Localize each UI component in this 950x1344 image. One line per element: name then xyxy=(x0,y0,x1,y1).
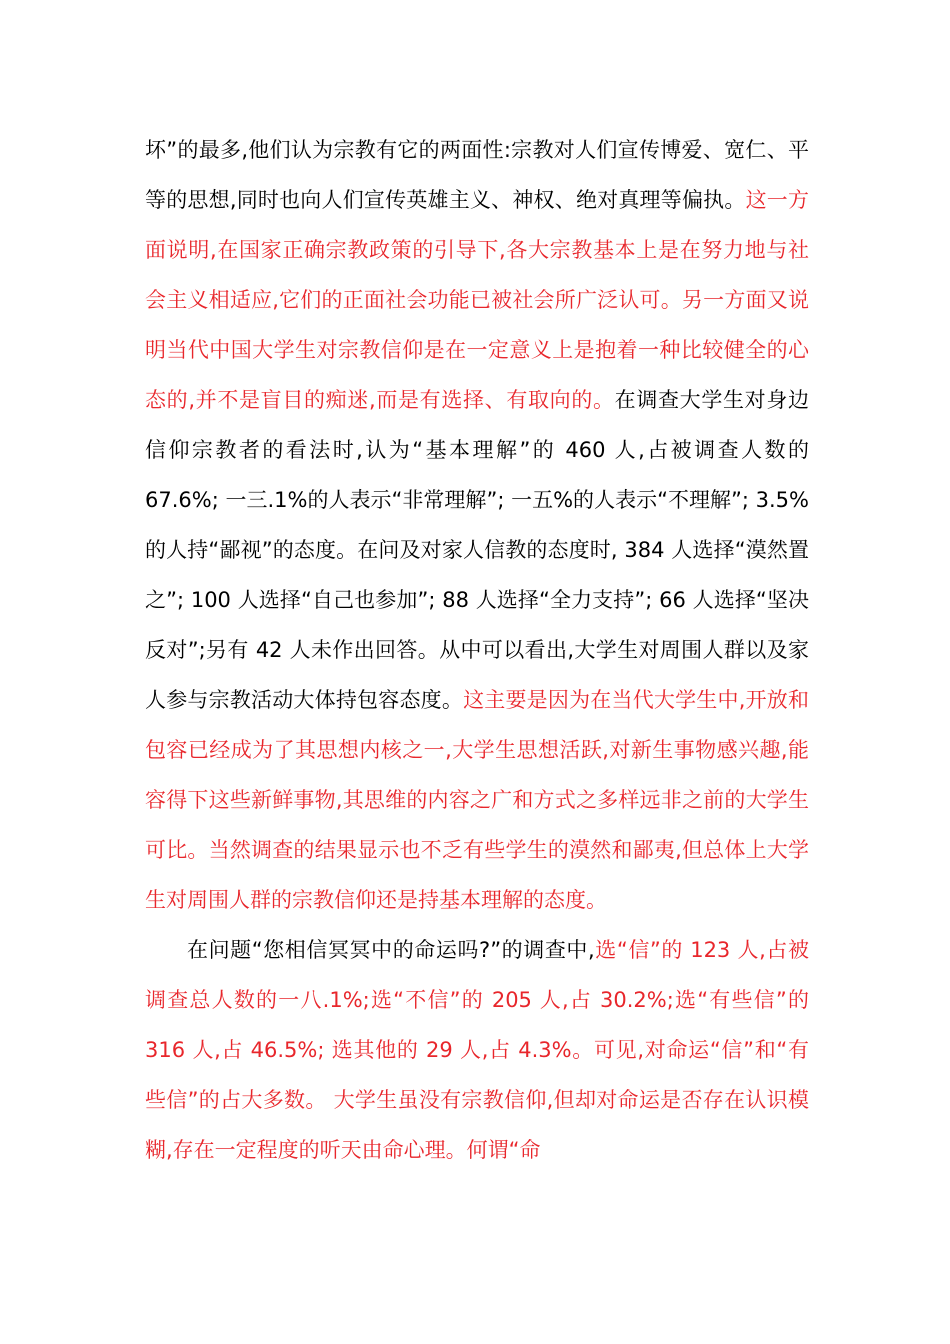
p1-sentence-4: 这主要是因为在当代大学生中,开放和包容已经成为了其思想内核之一,大学生思想活跃,对新生事物感兴趣,能容得下这些新鲜事物,其思维的内容之广和方式之多样远非之前的大学生可比。当然调查的结果显示也不乏有些学生的漠然和鄙夷,但总体上大学生对周围人群的宗教信仰还是持基本理解的态度。 xyxy=(145,688,809,912)
body-text xyxy=(145,125,809,1175)
p2-sentence-2: 选“信”的 123 人,占被调查总人数的一八.1%;选“不信”的 205 人,占 30.2%;选“有些信”的 316 人,占 46.5%; 选其他的 29 人,占 4.3%。可见,对命运“信”和“有些信”的占大多数。 大学生虽没有宗教信仰,但却对命运是否存在认识模糊,存在一定程度的听天由命心理。何谓“命 xyxy=(145,938,809,1162)
paragraph-2 xyxy=(145,925,809,1175)
paragraph-1 xyxy=(145,125,809,925)
p1-sentence-2: 这一方面说明,在国家正确宗教政策的引导下,各大宗教基本上是在努力地与社会主义相适应,它们的正面社会功能已被社会所广泛认可。另一方面又说明当代中国大学生对宗教信仰是在一定意义上是抱着一种比较健全的心态的,并不是盲目的痴迷,而是有选择、有取向的。 xyxy=(145,188,809,412)
p1-sentence-1: 坏”的最多,他们认为宗教有它的两面性:宗教对人们宣传博爱、宽仁、平等的思想,同时也向人们宣传英雄主义、神权、绝对真理等偏执。 xyxy=(145,138,809,212)
p2-sentence-1: 在问题“您相信冥冥中的命运吗?”的调查中, xyxy=(187,938,595,962)
p1-sentence-3: 在调查大学生对身边信仰宗教者的看法时,认为“基本理解”的 460 人,占被调查人数的 67.6%; 一三.1%的人表示“非常理解”; 一五%的人表示“不理解”; 3.5%的人持“鄙视”的态度。在问及对家人信教的态度时, 384 人选择“漠然置之”; 100 人选择“自己也参加”; 88 人选择“全力支持”; 66 人选择“坚决反对”;另有 42 人未作出回答。从中可以看出,大学生对周围人群以及家人参与宗教活动大体持包容态度。 xyxy=(145,388,809,712)
